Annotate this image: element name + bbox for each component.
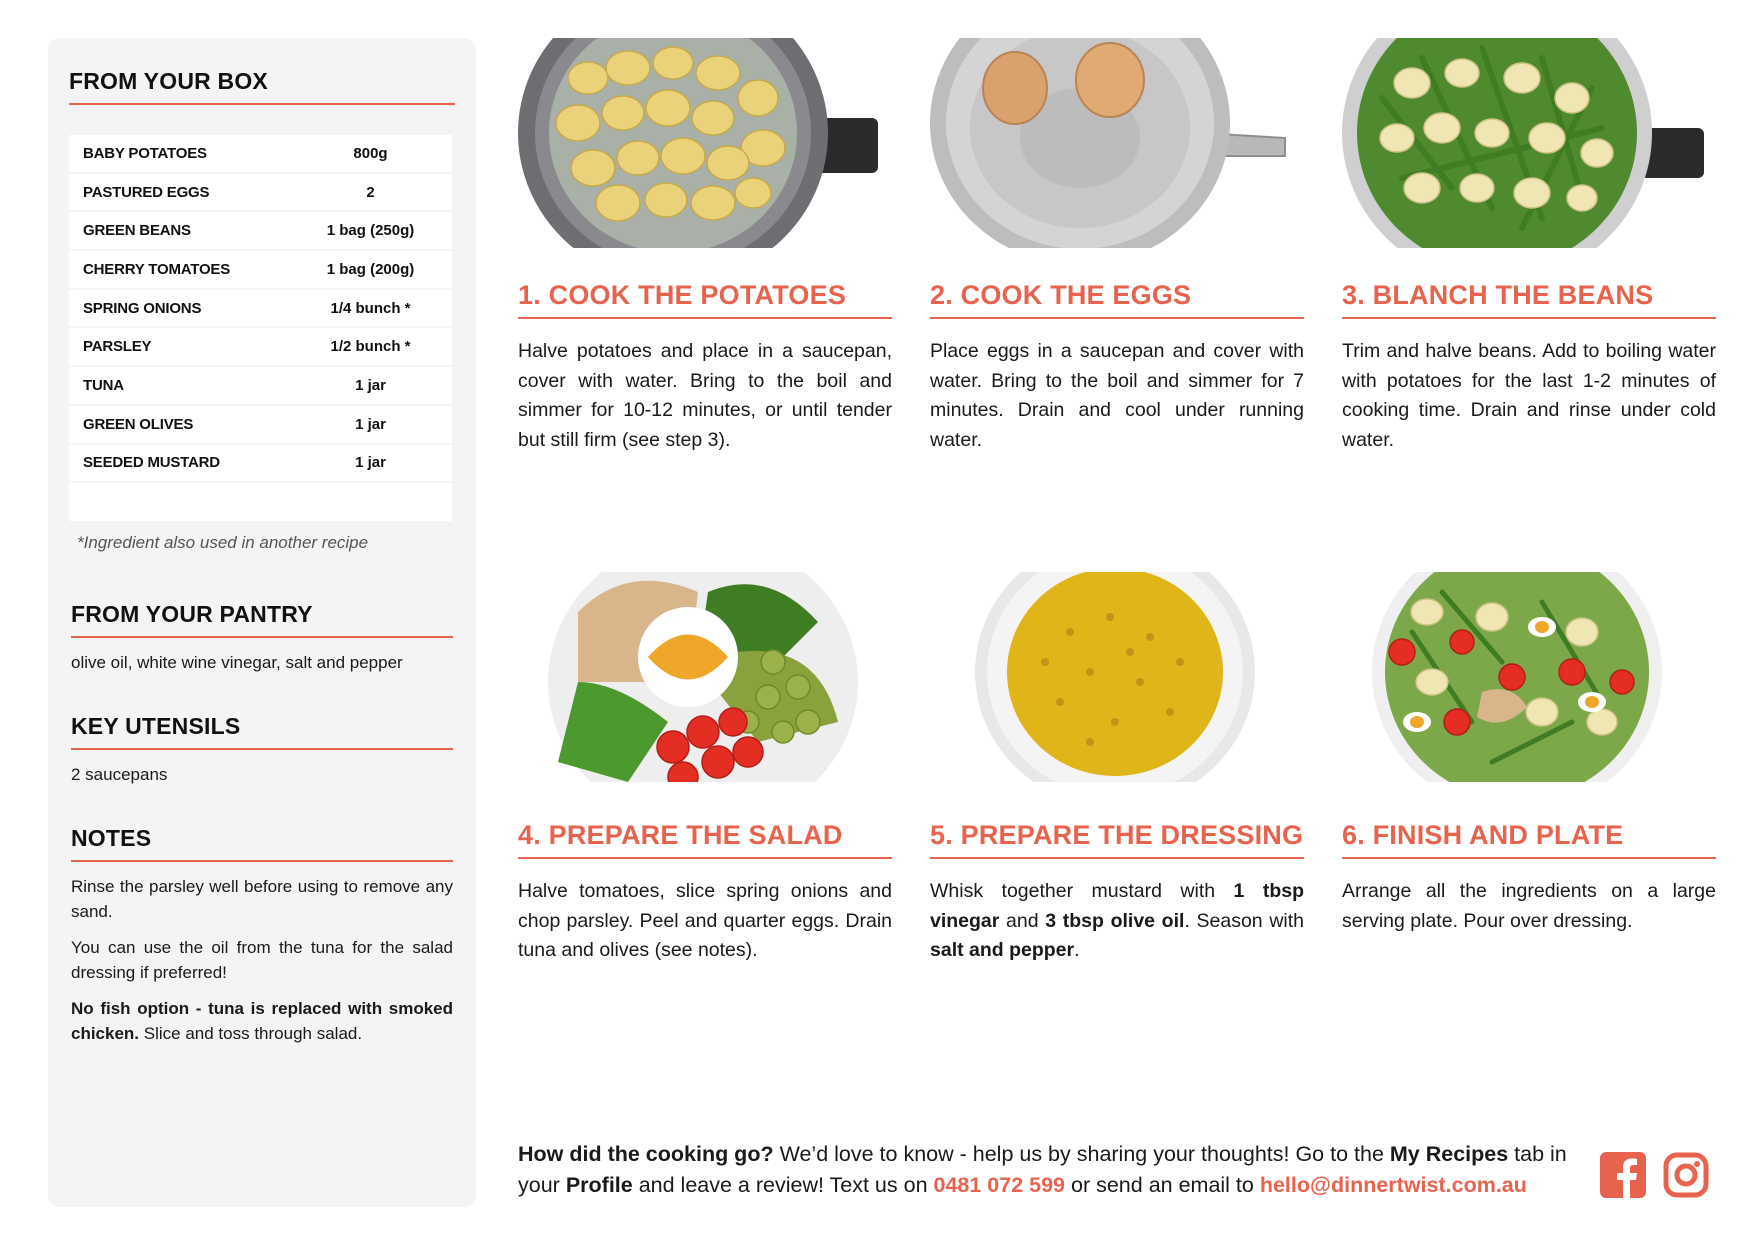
instagram-icon[interactable] <box>1663 1152 1709 1203</box>
note-3 <box>71 996 453 1046</box>
step-6 <box>1342 820 1716 936</box>
step-5 <box>930 820 1304 966</box>
utensils-text: 2 saucepans <box>71 765 168 785</box>
ingredient-row <box>69 406 452 445</box>
step-5-olive-oil: 3 tbsp olive oil <box>1045 909 1185 932</box>
my-recipes-label: My Recipes <box>1389 1142 1509 1166</box>
step-6-text: Arrange all the ingredients on a large serving plate. Pour over dressing. <box>1342 880 1716 932</box>
step-1-text: Halve potatoes and place in a saucepan, cover with water. Bring to the boil and simmer for 10-12 minutes, or until tender but still firm (see step 3). <box>518 340 892 451</box>
profile-label: Profile <box>565 1173 633 1197</box>
footer-text-4: or send an email to <box>1065 1173 1260 1197</box>
note-2: You can use the oil from the tuna for the salad dressing if preferred! <box>71 938 453 983</box>
step-4-photo <box>518 572 882 782</box>
step-5-text-3: . Season with <box>1184 909 1304 932</box>
ingredient-name: PARSLEY <box>83 338 152 356</box>
step-5-title: 5. PREPARE THE DRESSING <box>930 820 1304 859</box>
step-1-title: 1. COOK THE POTATOES <box>518 280 892 319</box>
ingredient-name: PASTURED EGGS <box>83 183 210 201</box>
ingredient-name: SEEDED MUSTARD <box>83 454 220 472</box>
step-5-text-4: . <box>1074 939 1080 961</box>
ingredient-row <box>69 135 452 174</box>
step-2-text: Place eggs in a saucepan and cover with water. Bring to the boil and simmer for 7 minutes. Drain and cool under running water. <box>930 340 1304 451</box>
ingredient-qty: 2 <box>366 183 375 201</box>
ingredient-row <box>69 445 452 484</box>
step-2 <box>930 280 1304 455</box>
step-5-text <box>930 877 1304 966</box>
ingredient-qty: 1 jar <box>355 415 386 433</box>
ingredient-qty: 1/4 bunch * <box>330 299 411 317</box>
ingredient-name: SPRING ONIONS <box>83 299 202 317</box>
note-3-rest: Slice and toss through salad. <box>139 1024 363 1044</box>
note-1: Rinse the parsley well before using to remove any sand. <box>71 877 453 922</box>
ingredients-table <box>69 135 452 521</box>
ingredient-row <box>69 174 452 213</box>
ingredients-panel <box>48 38 476 1207</box>
step-3-photo <box>1342 38 1706 248</box>
ingredient-row <box>69 328 452 367</box>
ingredient-row <box>69 251 452 290</box>
pantry-title: FROM YOUR PANTRY <box>71 601 453 638</box>
ingredient-row <box>69 367 452 406</box>
step-4-title: 4. PREPARE THE SALAD <box>518 820 892 859</box>
step-4 <box>518 820 892 966</box>
feedback-footer <box>518 1139 1578 1201</box>
ingredient-qty: 800g <box>353 144 388 162</box>
step-2-photo <box>930 38 1294 248</box>
facebook-icon[interactable] <box>1600 1152 1646 1203</box>
ingredient-qty: 1 jar <box>355 454 386 472</box>
feedback-question: How did the cooking go? <box>518 1142 774 1166</box>
ingredient-qty: 1 bag (250g) <box>326 222 415 240</box>
pantry-text: olive oil, white wine vinegar, salt and pepper <box>71 653 403 673</box>
pantry-section <box>71 601 453 675</box>
ingredient-name: GREEN BEANS <box>83 222 191 240</box>
ingredient-name: CHERRY TOMATOES <box>83 260 231 278</box>
ingredient-row-empty <box>69 483 452 521</box>
note-3-bold: No fish option - tuna is replaced with smoked chicken. <box>71 999 453 1044</box>
ingredient-name: BABY POTATOES <box>83 144 207 162</box>
notes-title: NOTES <box>71 825 453 862</box>
ingredient-row <box>69 212 452 251</box>
ingredient-qty: 1 jar <box>355 376 386 394</box>
step-3 <box>1342 280 1716 455</box>
step-5-text-2: and <box>999 909 1046 932</box>
step-1-photo <box>518 38 882 248</box>
ingredient-row <box>69 290 452 329</box>
utensils-section <box>71 713 453 787</box>
from-box-title: FROM YOUR BOX <box>69 68 455 105</box>
notes-body <box>71 874 453 1046</box>
email-link[interactable]: hello@dinnertwist.com.au <box>1259 1173 1527 1197</box>
notes-section <box>71 825 453 1046</box>
step-3-title: 3. BLANCH THE BEANS <box>1342 280 1716 319</box>
step-1 <box>518 280 892 455</box>
step-5-photo <box>930 572 1294 782</box>
phone-link[interactable]: 0481 072 599 <box>933 1173 1066 1197</box>
step-5-vinegar: 1 tbsp vinegar <box>930 880 1304 932</box>
step-5-salt-pepper: salt and pepper <box>930 939 1075 961</box>
utensils-title: KEY UTENSILS <box>71 713 453 750</box>
step-6-title: 6. FINISH AND PLATE <box>1342 820 1716 859</box>
step-3-text: Trim and halve beans. Add to boiling water with potatoes for the last 1-2 minutes of cooking time. Drain and rinse under cold water. <box>1342 340 1716 451</box>
footer-text-1: We’d love to know - help us by sharing your thoughts! Go to the <box>773 1142 1390 1166</box>
step-5-text-1: Whisk together mustard with <box>930 880 1234 902</box>
step-6-photo <box>1342 572 1706 782</box>
footer-text-3: and leave a review! Text us on <box>632 1173 934 1197</box>
step-4-text: Halve tomatoes, slice spring onions and chop parsley. Peel and quarter eggs. Drain tuna and olives (see notes). <box>518 880 892 961</box>
ingredient-name: TUNA <box>83 376 124 394</box>
ingredient-qty: 1/2 bunch * <box>330 338 411 356</box>
ingredient-qty: 1 bag (200g) <box>326 260 415 278</box>
ingredient-footnote: *Ingredient also used in another recipe <box>77 533 369 553</box>
step-2-title: 2. COOK THE EGGS <box>930 280 1304 319</box>
ingredient-name: GREEN OLIVES <box>83 415 194 433</box>
footer-text-2: tab in your <box>518 1142 1567 1197</box>
